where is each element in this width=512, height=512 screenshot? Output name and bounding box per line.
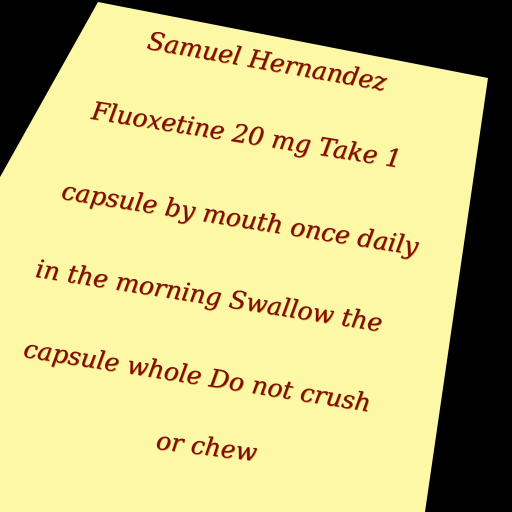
- instruction-line-1: capsule by mouth once daily: [59, 176, 421, 262]
- instruction-line-4: or chew: [154, 426, 259, 468]
- instruction-line-3: capsule whole Do not crush: [21, 334, 374, 418]
- medication-line: Fluoxetine 20 mg Take 1: [89, 96, 404, 174]
- instruction-line-2: in the morning Swallow the: [33, 254, 385, 338]
- patient-name-line: Samuel Hernandez: [145, 26, 389, 97]
